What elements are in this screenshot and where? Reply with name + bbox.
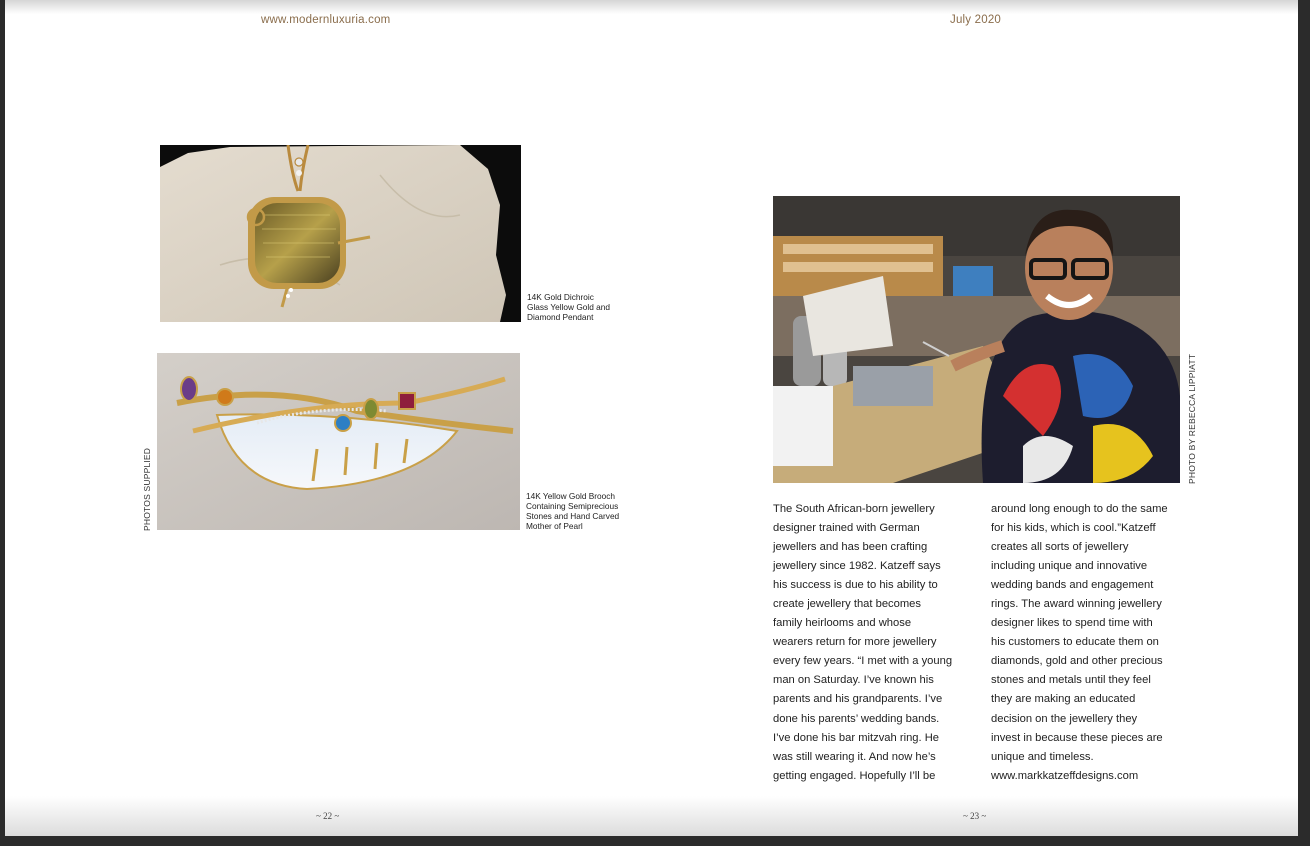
bottom-shadow (5, 796, 1298, 836)
body-line: done his parents’ wedding bands. (773, 712, 940, 725)
body-line: his customers to educate them on (991, 636, 1159, 649)
header-date: July 2020 (950, 14, 1002, 26)
body-line: wedding bands and engagement (991, 579, 1154, 592)
body-line: designer likes to spend time with (991, 617, 1153, 630)
body-line: for his kids, which is cool.”Katzeff (991, 522, 1156, 535)
brooch-caption-line: Containing Semiprecious (526, 501, 619, 511)
brooch-caption-line: Stones and Hand Carved (526, 511, 620, 521)
body-line: including unique and innovative (991, 560, 1148, 573)
body-line: around long enough to do the same (991, 503, 1168, 515)
body-line: creates all sorts of jewellery (991, 541, 1129, 554)
pendant-caption-line: Glass Yellow Gold and (527, 302, 611, 312)
body-line: parents and his grandparents. I’ve (773, 693, 943, 706)
brooch-photo (157, 353, 520, 530)
brooch-caption-line: Mother of Pearl (526, 521, 583, 531)
top-shadow (5, 0, 1298, 14)
body-line: jewellers and has been crafting (773, 541, 928, 554)
page-number-left: ~ 22 ~ (316, 811, 340, 821)
pendant-photo (160, 145, 521, 322)
body-line: stones and metals until they feel (991, 674, 1151, 687)
body-line: create jewellery that becomes (773, 598, 921, 611)
body-line: his success is due to his ability to (773, 579, 938, 592)
body-line: man on Saturday. I’ve known his (773, 674, 934, 687)
body-line: diamonds, gold and other precious (991, 655, 1163, 668)
designer-photo (773, 196, 1180, 483)
body-column-1 (773, 500, 973, 786)
brooch-caption-line: 14K Yellow Gold Brooch (526, 491, 616, 501)
designer-image (773, 196, 1180, 483)
body-line: family heirlooms and whose (773, 617, 912, 630)
brooch-image (157, 353, 520, 530)
body-line: they are making an educated (991, 693, 1136, 706)
brooch-caption (526, 491, 619, 531)
body-line: jewellery since 1982. Katzeff says (773, 560, 941, 573)
body-line: The South African-born jewellery (773, 503, 935, 515)
body-column-2 (991, 500, 1191, 786)
body-line: getting engaged. Hopefully I’ll be (773, 769, 936, 782)
body-line: invest in because these pieces are (991, 731, 1163, 744)
website-link[interactable]: www.markkatzeffdesigns.com (991, 769, 1139, 782)
magazine-spread (5, 0, 1298, 836)
body-line: rings. The award winning jewellery (991, 598, 1162, 611)
body-line: was still wearing it. And now he’s (773, 750, 936, 763)
pendant-caption-line: 14K Gold Dichroic (527, 292, 594, 302)
body-line: unique and timeless. (991, 750, 1094, 763)
body-line: wearers return for more jewellery (773, 636, 937, 649)
body-line: designer trained with German (773, 522, 920, 535)
header-website: www.modernluxuria.com (261, 14, 391, 26)
photo-credit-lippiatt: PHOTO BY REBECCA LIPPIATT (1187, 353, 1197, 484)
body-line: decision on the jewellery they (991, 712, 1138, 725)
photos-supplied-credit: PHOTOS SUPPLIED (142, 447, 152, 531)
pendant-caption (527, 292, 610, 322)
pendant-image (160, 145, 521, 322)
page-number-right: ~ 23 ~ (963, 811, 987, 821)
pendant-caption-line: Diamond Pendant (527, 312, 594, 322)
body-line: every few years. “I met with a young (773, 655, 953, 668)
body-line: I’ve done his bar mitzvah ring. He (773, 731, 940, 744)
